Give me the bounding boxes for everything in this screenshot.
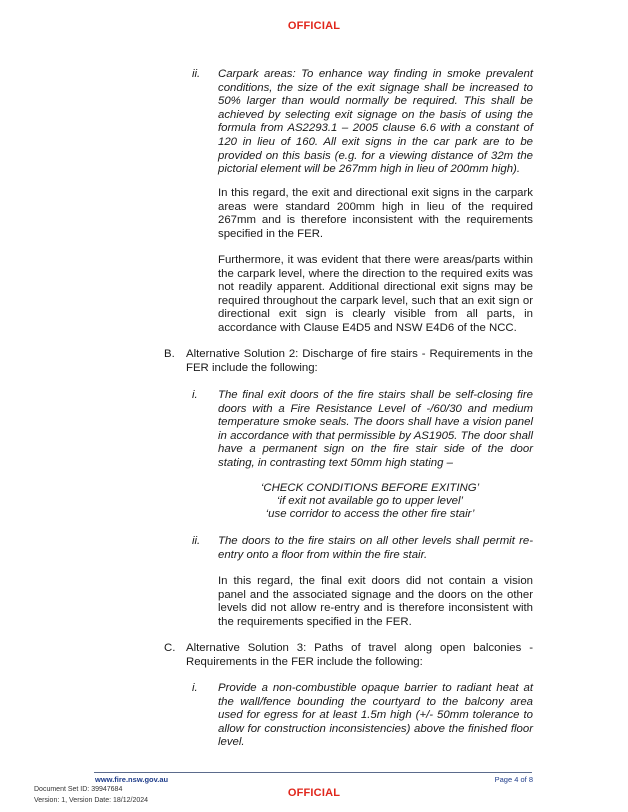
list-marker: i.	[192, 389, 198, 401]
fire-stair-finding-paragraph: In this regard, the final exit doors did not contain a vision panel and the associated signage and the doors on the other levels did not allow re-entry and is therefore inconsistent with the requirements specified in the FER.	[218, 575, 533, 628]
section-b-heading: Alternative Solution 2: Discharge of fire stairs - Requirements in the FER include the following:	[186, 348, 533, 374]
sign-text-line: ‘if exit not available go to upper level’	[276, 495, 464, 507]
page-number: Page 4 of 8	[494, 775, 533, 784]
fire-stair-reentry-requirement: The doors to the fire stairs on all other levels shall permit re-entry onto a floor from within the fire stair.	[218, 535, 533, 561]
balcony-barrier-requirement: Provide a non-combustible opaque barrier to radiant heat at the wall/fence bounding the courtyard to the balcony area used for egress for at least 1.5m high (+/- 50mm tolerance to allow for construction inconsistencies) above the finished floor level.	[218, 682, 533, 749]
carpark-areas-requirement: Carpark areas: To enhance way finding in smoke prevalent conditions, the size of the exit signage shall be increased to 50% larger than would normally be required. This shall be achieved by selecting exit signage on the basis of using the formula from AS2293.1 – 2005 clause 6.6 with a constant of 120 in lieu of 160. All exit signs in the car park are to be provided on this basis (e.g. for a viewing distance of 32m the pictorial element will be 267mm high in lieu of 200mm high).	[218, 68, 533, 176]
carpark-finding-paragraph: In this regard, the exit and directional exit signs in the carpark areas were standard 200mm high in lieu of the required 267mm and is therefore inconsistent with the requirements specified in the FER.	[218, 187, 533, 240]
document-set-id: Document Set ID: 39947684	[34, 786, 123, 793]
sign-text-line: ‘CHECK CONDITIONS BEFORE EXITING’	[260, 482, 480, 494]
classification-footer: OFFICIAL	[287, 787, 341, 799]
section-marker: B.	[164, 348, 175, 360]
classification-header: OFFICIAL	[287, 20, 341, 32]
footer-website-link[interactable]: www.fire.nsw.gov.au	[95, 775, 169, 784]
section-c-heading: Alternative Solution 3: Paths of travel along open balconies - Requirements in the FER include the following:	[186, 642, 533, 668]
list-marker: ii.	[192, 68, 201, 80]
section-marker: C.	[164, 642, 176, 654]
list-marker: i.	[192, 682, 198, 694]
carpark-directional-paragraph: Furthermore, it was evident that there were areas/parts within the carpark level, where the direction to the required exits was not readily apparent. Additional directional exit signs may be required throughout the carpark level, such that an exit sign or directional exit sign is clearly visible from all parts, in accordance with Clause E4D5 and NSW E4D6 of the NCC.	[218, 254, 533, 334]
footer-divider	[94, 772, 532, 773]
sign-text-line: ‘use corridor to access the other fire stair’	[265, 508, 475, 520]
list-marker: ii.	[192, 535, 201, 547]
fire-stair-door-requirement: The final exit doors of the fire stairs shall be self-closing fire doors with a Fire Resistance Level of -/60/30 and medium temperature smoke seals. The doors shall have a vision panel in accordance with that permissible by AS1905. The door shall have a permanent sign on the fire stair side of the door stating, in contrasting text 50mm high stating –	[218, 389, 533, 469]
document-version: Version: 1, Version Date: 18/12/2024	[34, 797, 149, 804]
